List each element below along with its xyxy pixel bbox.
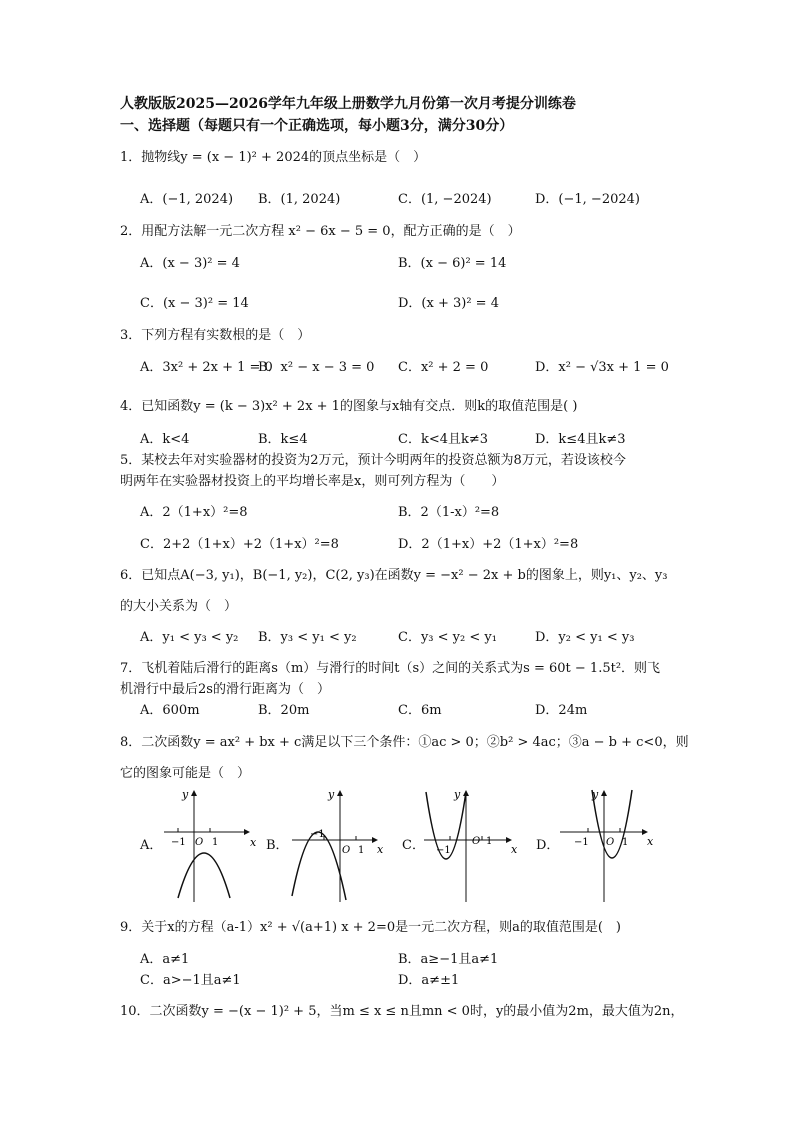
q1-option-c[interactable]: C．(1, −2024) [398, 192, 492, 207]
origin-label: O [472, 836, 481, 847]
axis-y-label: y [328, 788, 335, 801]
q1-option-d[interactable]: D．(−1, −2024) [535, 192, 640, 207]
tick-pos-label: 1 [358, 845, 365, 856]
origin-label: O [342, 845, 351, 856]
question-2-stem: 2．用配方法解一元二次方程 x² − 6x − 5 = 0，配方正确的是（ ） [120, 224, 521, 239]
q3-option-a[interactable]: A．3x² + 2x + 1 = 0 [140, 360, 273, 375]
tick-pos-label: 1 [212, 837, 219, 848]
tick-pos-label: 1 [622, 837, 629, 848]
axis-y-label: y [182, 788, 189, 801]
question-5-stem-line1: 5．某校去年对实验器材的投资为2万元，预计今明两年的投资总额为8万元，若设该校今 [120, 453, 626, 468]
q6-option-b[interactable]: B．y₃ < y₁ < y₂ [258, 630, 357, 645]
q5-option-a[interactable]: A．2（1+x）²=8 [140, 505, 248, 520]
q3-option-d[interactable]: D．x² − √3x + 1 = 0 [535, 360, 669, 375]
q4-option-b[interactable]: B．k≤4 [258, 432, 308, 447]
axis-y-label: y [454, 788, 461, 801]
q9-option-d[interactable]: D．a≠±1 [398, 973, 460, 988]
q8-graph-a[interactable] [160, 786, 256, 904]
q8-graph-c[interactable] [420, 786, 520, 904]
origin-label: O [195, 837, 204, 848]
q3-option-c[interactable]: C．x² + 2 = 0 [398, 360, 489, 375]
q8-graph-d[interactable] [556, 786, 656, 904]
q8-option-b-label[interactable]: B． [266, 838, 289, 853]
question-3-stem: 3．下列方程有实数根的是（ ） [120, 328, 311, 343]
parabola-curve [178, 853, 230, 898]
question-4-stem: 4．已知函数y = (k − 3)x² + 2x + 1的图象与x轴有交点．则k的取值范围是( ) [120, 399, 578, 414]
axis-x-label: x [250, 836, 256, 849]
q5-option-d[interactable]: D．2（1+x）+2（1+x）²=8 [398, 537, 579, 552]
q3-option-b[interactable]: B．x² − x − 3 = 0 [258, 360, 375, 375]
tick-pos-label: 1 [486, 836, 493, 847]
q2-option-b[interactable]: B．(x − 6)² = 14 [398, 256, 507, 271]
q4-option-a[interactable]: A．k<4 [140, 432, 190, 447]
q2-option-d[interactable]: D．(x + 3)² = 4 [398, 296, 499, 311]
q8-option-a-label[interactable]: A． [140, 838, 163, 853]
q7-option-c[interactable]: C．6m [398, 703, 442, 718]
tick-neg-label: −1 [574, 837, 589, 848]
q6-option-c[interactable]: C．y₃ < y₂ < y₁ [398, 630, 497, 645]
question-8-stem-line2: 它的图象可能是（ ） [120, 766, 251, 781]
q6-option-d[interactable]: D．y₂ < y₁ < y₃ [535, 630, 635, 645]
question-10-stem: 10．二次函数y = −(x − 1)² + 5，当m ≤ x ≤ n且mn < 0时，y的最小值为2m，最大值为2n， [120, 1004, 684, 1019]
axis-x-label: x [647, 835, 654, 848]
q7-option-a[interactable]: A．600m [140, 703, 200, 718]
q4-option-d[interactable]: D．k≤4且k≠3 [535, 432, 626, 447]
axis-y-label: y [592, 788, 599, 801]
q5-option-b[interactable]: B．2（1-x）²=8 [398, 505, 500, 520]
origin-label: O [606, 837, 615, 848]
tick-neg-label: −1 [171, 837, 186, 848]
q4-option-c[interactable]: C．k<4且k≠3 [398, 432, 489, 447]
question-6-stem-line2: 的大小关系为（ ） [120, 599, 238, 614]
question-6-stem-line1: 6．已知点A(−3, y₁)，B(−1, y₂)，C(2, y₃)在函数y = −x² − 2x + b的图象上，则y₁、y₂、y₃ [120, 568, 668, 583]
q2-option-a[interactable]: A．(x − 3)² = 4 [140, 256, 240, 271]
q2-option-c[interactable]: C．(x − 3)² = 14 [140, 296, 249, 311]
tick-neg-label: −1 [436, 845, 451, 856]
q9-option-b[interactable]: B．a≥−1且a≠1 [398, 952, 499, 967]
q8-option-d-label[interactable]: D． [536, 838, 560, 853]
page-title: 人教版版2025—2026学年九年级上册数学九月份第一次月考提分训练卷 [120, 96, 576, 112]
q8-graph-b[interactable] [288, 786, 384, 904]
q8-option-c-label[interactable]: C． [402, 838, 425, 853]
section-heading: 一、选择题（每题只有一个正确选项，每小题3分，满分30分） [120, 118, 514, 134]
axis-x-label: x [377, 843, 384, 856]
question-7-stem-line1: 7．飞机着陆后滑行的距离s（m）与滑行的时间t（s）之间的关系式为s = 60t − 1.5t²．则飞 [120, 661, 661, 676]
q7-option-b[interactable]: B．20m [258, 703, 310, 718]
q1-option-b[interactable]: B．(1, 2024) [258, 192, 341, 207]
question-9-stem: 9．关于x的方程（a-1）x² + √(a+1) x + 2=0是一元二次方程，则a的取值范围是( ) [120, 920, 622, 935]
tick-neg-label: −1 [310, 829, 325, 840]
q1-option-a[interactable]: A．(−1, 2024) [140, 192, 234, 207]
q7-option-d[interactable]: D．24m [535, 703, 588, 718]
axis-x-label: x [511, 843, 518, 856]
q6-option-a[interactable]: A．y₁ < y₃ < y₂ [140, 630, 239, 645]
question-7-stem-line2: 机滑行中最后2s的滑行距离为（ ） [120, 682, 330, 697]
parabola-curve [292, 832, 346, 900]
question-8-stem-line1: 8．二次函数y = ax² + bx + c满足以下三个条件：①ac > 0；②b² > 4ac；③a − b + c<0，则 [120, 735, 689, 750]
q5-option-c[interactable]: C．2+2（1+x）+2（1+x）²=8 [140, 537, 339, 552]
question-5-stem-line2: 明两年在实验器材投资上的平均增长率是x，则可列方程为（ ） [120, 474, 505, 489]
q9-option-c[interactable]: C．a>−1且a≠1 [140, 973, 241, 988]
question-1-stem: 1．抛物线y = (x − 1)² + 2024的顶点坐标是（ ） [120, 150, 427, 165]
q9-option-a[interactable]: A．a≠1 [140, 952, 190, 967]
